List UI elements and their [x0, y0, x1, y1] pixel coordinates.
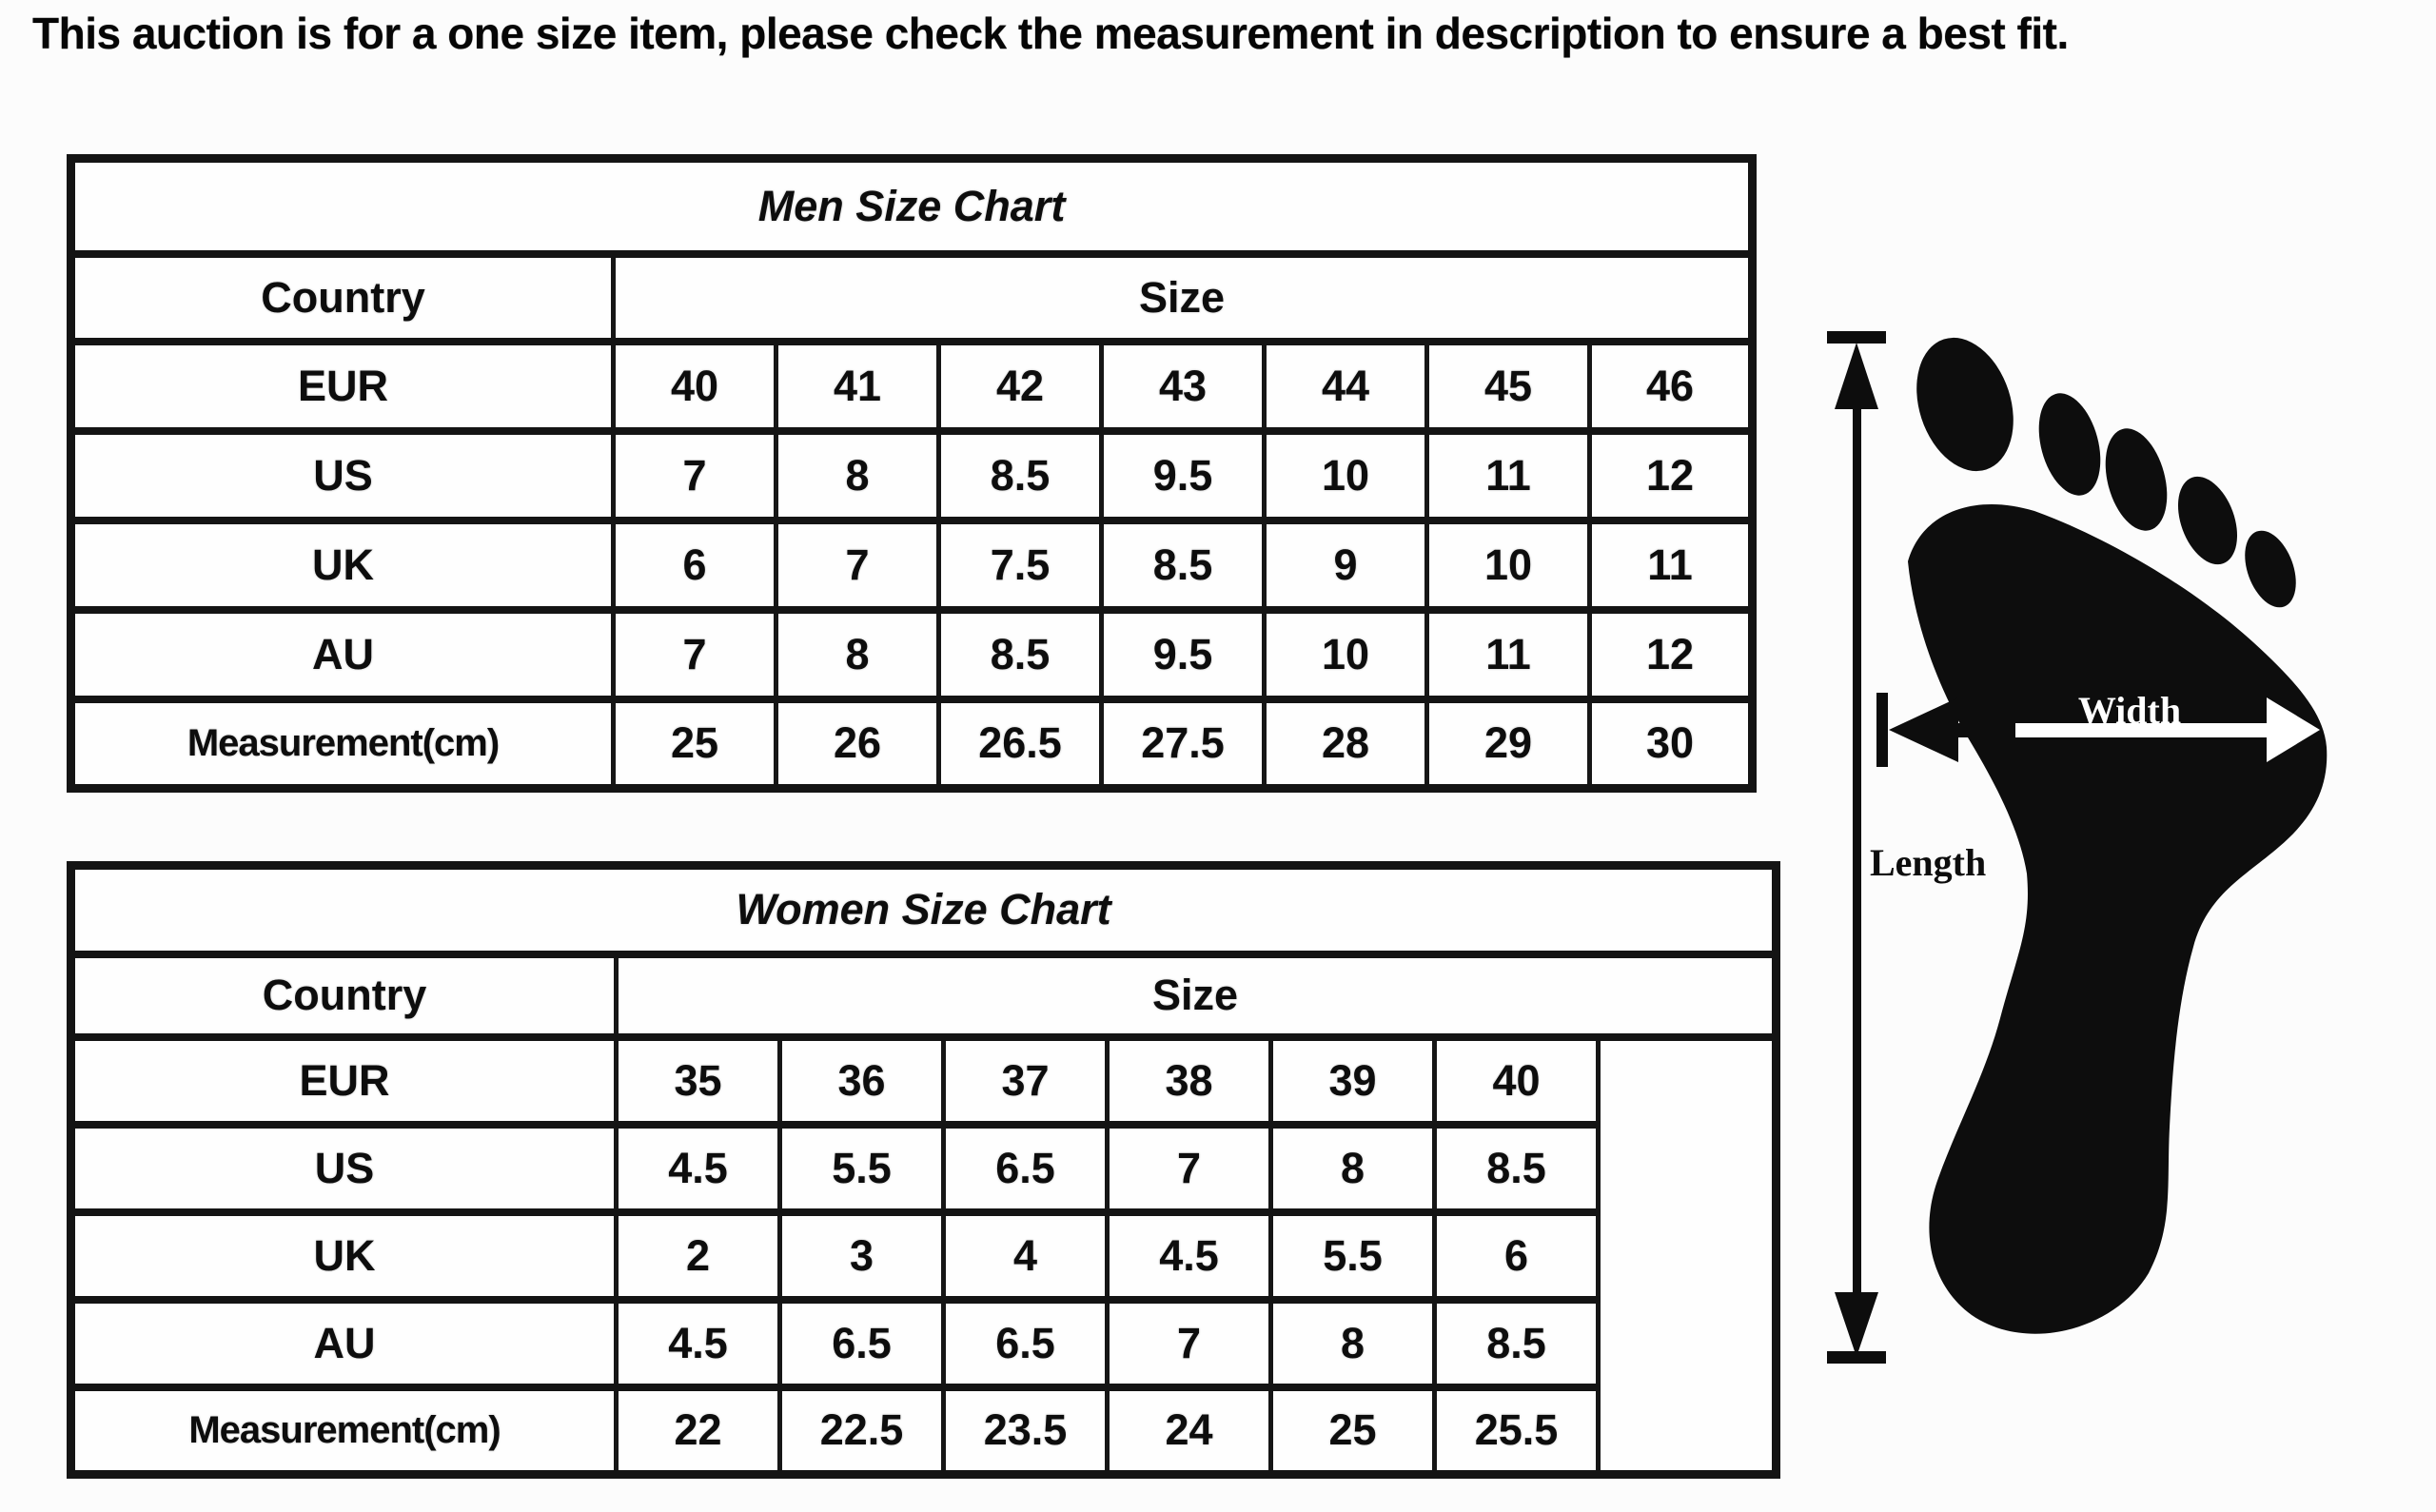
size-value-cell: 35	[617, 1037, 780, 1125]
size-value-cell: 44	[1265, 342, 1427, 431]
size-value-cell: 12	[1590, 610, 1753, 699]
auction-notice-text: This auction is for a one size item, please check the measurement in description to ensure a best fit.	[32, 9, 2069, 58]
row-label-cell: AU	[71, 610, 614, 699]
size-value-cell: 8	[1271, 1125, 1435, 1212]
foot-silhouette	[1900, 325, 2327, 1334]
size-value-cell: 29	[1427, 699, 1590, 789]
second-toe	[2029, 386, 2111, 502]
size-value-cell: 5.5	[1271, 1212, 1435, 1300]
table-title: Women Size Chart	[71, 866, 1777, 954]
row-label-cell: UK	[71, 1212, 617, 1300]
empty-cell	[1599, 1037, 1777, 1475]
size-value-cell: 42	[939, 342, 1102, 431]
row-label-cell: EUR	[71, 342, 614, 431]
size-value-cell: 4.5	[617, 1125, 780, 1212]
size-value-cell: 28	[1265, 699, 1427, 789]
size-value-cell: 9.5	[1102, 610, 1265, 699]
size-value-cell: 8.5	[939, 610, 1102, 699]
big-toe	[1900, 325, 2030, 484]
size-value-cell: 11	[1427, 610, 1590, 699]
size-value-cell: 37	[944, 1037, 1108, 1125]
size-value-cell: 7	[614, 431, 776, 520]
size-value-cell: 11	[1590, 520, 1753, 610]
size-value-cell: 9.5	[1102, 431, 1265, 520]
size-value-cell: 6	[1435, 1212, 1599, 1300]
size-value-cell: 40	[1435, 1037, 1599, 1125]
size-value-cell: 41	[776, 342, 939, 431]
size-value-cell: 30	[1590, 699, 1753, 789]
size-value-cell: 6.5	[944, 1125, 1108, 1212]
size-value-cell: 8	[1271, 1300, 1435, 1387]
sole	[1908, 504, 2327, 1334]
size-value-cell: 6	[614, 520, 776, 610]
size-value-cell: 22.5	[780, 1387, 944, 1475]
country-header-cell: Country	[71, 254, 614, 342]
little-toe	[2235, 523, 2306, 614]
size-value-cell: 43	[1102, 342, 1265, 431]
size-value-cell: 25	[614, 699, 776, 789]
row-label-cell: US	[71, 431, 614, 520]
size-value-cell: 22	[617, 1387, 780, 1475]
size-value-cell: 26.5	[939, 699, 1102, 789]
size-value-cell: 25	[1271, 1387, 1435, 1475]
row-label-cell: EUR	[71, 1037, 617, 1125]
size-value-cell: 10	[1265, 431, 1427, 520]
size-value-cell: 46	[1590, 342, 1753, 431]
size-value-cell: 23.5	[944, 1387, 1108, 1475]
size-value-cell: 7	[776, 520, 939, 610]
row-label-cell: Measurement(cm)	[71, 1387, 617, 1475]
row-label-cell: AU	[71, 1300, 617, 1387]
size-value-cell: 26	[776, 699, 939, 789]
row-label-cell: Measurement(cm)	[71, 699, 614, 789]
size-value-cell: 11	[1427, 431, 1590, 520]
width-label: Width	[2077, 689, 2182, 732]
country-header-cell: Country	[71, 954, 617, 1037]
size-value-cell: 7	[614, 610, 776, 699]
foot-measurement-diagram	[1798, 314, 2436, 1389]
size-value-cell: 36	[780, 1037, 944, 1125]
size-value-cell: 25.5	[1435, 1387, 1599, 1475]
size-value-cell: 8.5	[1435, 1300, 1599, 1387]
size-value-cell: 27.5	[1102, 699, 1265, 789]
size-value-cell: 2	[617, 1212, 780, 1300]
size-value-cell: 12	[1590, 431, 1753, 520]
size-value-cell: 10	[1265, 610, 1427, 699]
size-value-cell: 6.5	[944, 1300, 1108, 1387]
size-value-cell: 45	[1427, 342, 1590, 431]
size-header-cell: Size	[617, 954, 1777, 1037]
size-value-cell: 4.5	[617, 1300, 780, 1387]
men-size-chart-table	[67, 154, 1757, 793]
size-value-cell: 8.5	[939, 431, 1102, 520]
table-title: Men Size Chart	[71, 159, 1753, 254]
size-header-cell: Size	[614, 254, 1753, 342]
women-size-chart-table	[67, 861, 1780, 1479]
size-value-cell: 7	[1108, 1125, 1271, 1212]
size-value-cell: 7	[1108, 1300, 1271, 1387]
size-value-cell: 3	[780, 1212, 944, 1300]
third-toe	[2095, 422, 2177, 538]
size-value-cell: 10	[1427, 520, 1590, 610]
size-value-cell: 9	[1265, 520, 1427, 610]
row-label-cell: US	[71, 1125, 617, 1212]
size-value-cell: 8.5	[1435, 1125, 1599, 1212]
size-value-cell: 39	[1271, 1037, 1435, 1125]
size-value-cell: 40	[614, 342, 776, 431]
size-value-cell: 7.5	[939, 520, 1102, 610]
size-value-cell: 5.5	[780, 1125, 944, 1212]
size-value-cell: 6.5	[780, 1300, 944, 1387]
size-value-cell: 4.5	[1108, 1212, 1271, 1300]
size-value-cell: 8	[776, 431, 939, 520]
size-value-cell: 24	[1108, 1387, 1271, 1475]
size-value-cell: 8	[776, 610, 939, 699]
size-value-cell: 8.5	[1102, 520, 1265, 610]
length-label: Length	[1870, 841, 1987, 884]
size-value-cell: 38	[1108, 1037, 1271, 1125]
row-label-cell: UK	[71, 520, 614, 610]
size-value-cell: 4	[944, 1212, 1108, 1300]
fourth-toe	[2167, 468, 2248, 572]
